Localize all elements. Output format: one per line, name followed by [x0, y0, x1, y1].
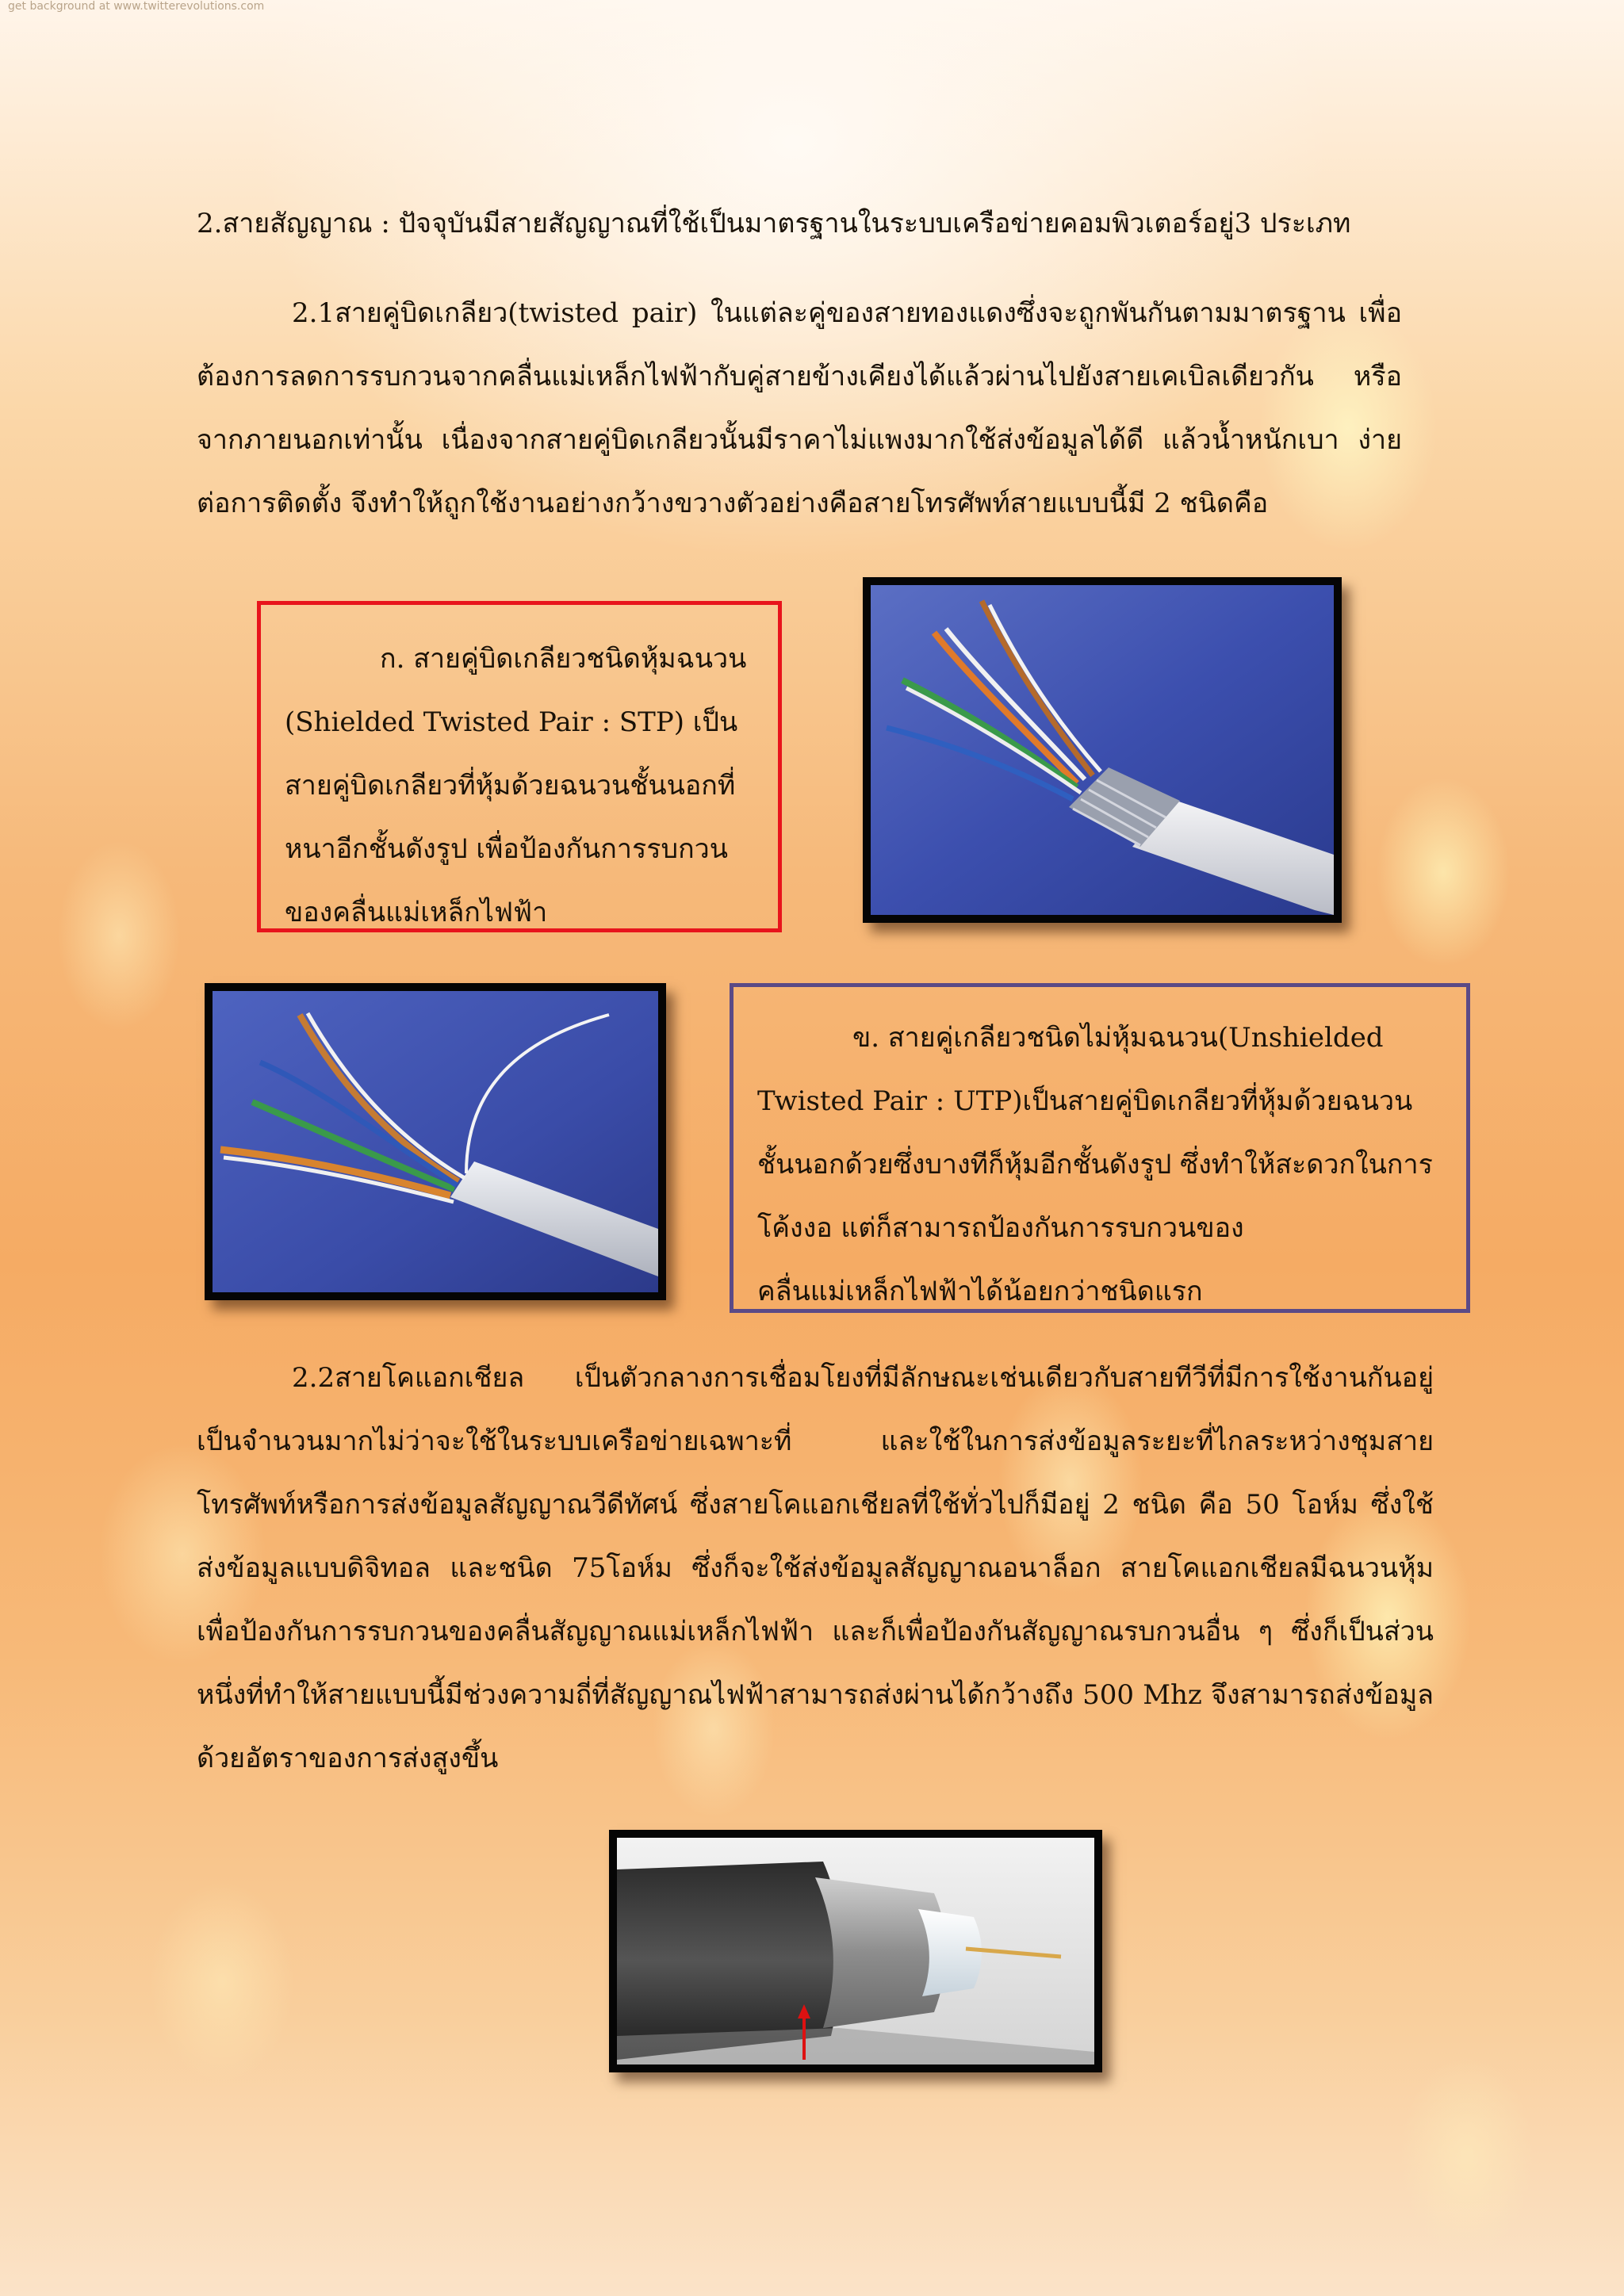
stp-cable-image: [871, 585, 1334, 915]
coaxial-cable-image: [617, 1838, 1094, 2064]
stp-cable-photo: [863, 577, 1342, 923]
coaxial-paragraph: 2.2สายโคแอกเชียล เป็นตัวกลางการเชื่อมโยงที่มีลักษณะเช่นเดียวกับสายทีวีที่มีการใช้งานกันอยู่เป็นจำนวนมากไม่ว่าจะใช้ในระบบเครือข่ายเฉพาะที่ และใช้ในการส่งข้อมูลระยะที่ไกลระหว่างชุมสายโทรศัพท์หรือการส่งข้อมูลสัญญาณวีดีทัศน์ ซึ่งสายโคแอกเชียลที่ใช้ทั่วไปก็มีอยู่ 2 ชนิด คือ 50 โอห์ม ซึ่งใช้ส่งข้อมูลแบบดิจิทอล และชนิด 75โอห์ม ซึ่งก็จะใช้ส่งข้อมูลสัญญาณอนาล็อก สายโคแอกเชียลมีฉนวนหุ้มเพื่อป้องกันการรบกวนของคลื่นสัญญาณแม่เหล็กไฟฟ้า และก็เพื่อป้องกันสัญญาณรบกวนอื่น ๆ ซึ่งก็เป็นส่วนหนึ่งที่ทำให้สายแบบนี้มีช่วงความถี่ที่สัญญาณไฟฟ้าสามารถส่งผ่านได้กว้างถึง 500 Mhz จึงสามารถส่งข้อมูลด้วยอัตราของการส่งสูงขึ้น: [197, 1362, 1434, 1774]
utp-cable-photo: [205, 983, 666, 1300]
utp-caption-text: ข. สายคู่เกลียวชนิดไม่หุ้มฉนวน(Unshielded Twisted Pair : UTP)เป็นสายคู่บิดเกลียวที่หุ้มด้วยฉนวนชั้นนอกด้วยซึ่งบางทีก็หุ้มอีกชั้นดังรูป ซึ่งทำให้สะดวกในการโค้งงอ แต่ก็สามารถป้องกันการรบกวนของคลื่นแม่เหล็กไฟฟ้าได้น้อยกว่าชนิดแรก: [757, 1022, 1433, 1307]
stp-caption-box: [257, 601, 782, 932]
stp-caption-text: ก. สายคู่บิดเกลียวชนิดหุ้มฉนวน (Shielded Twisted Pair : STP) เป็นสายคู่บิดเกลียวที่หุ้มด้วยฉนวนชั้นนอกที่หนาอีกชั้นดังรูป เพื่อป้องกันการรบกวนของคลื่นแม่เหล็กไฟฟ้า: [285, 643, 747, 928]
twisted-pair-paragraph: 2.1สายคู่บิดเกลียว(twisted pair) ในแต่ละคู่ของสายทองแดงซึ่งจะถูกพันกันตามมาตรฐาน เพื่อต้องการลดการรบกวนจากคลื่นแม่เหล็กไฟฟ้ากับคู่สายข้างเคียงได้แล้วผ่านไปยังสายเคเบิลเดียวกัน หรือจากภายนอกเท่านั้น เนื่องจากสายคู่บิดเกลียวนั้นมีราคาไม่แพงมากใช้ส่งข้อมูลได้ดี แล้วน้ำหนักเบา ง่ายต่อการติดตั้ง จึงทำให้ถูกใช้งานอย่างกว้างขวางตัวอย่างคือสายโทรศัพท์สายแบบนี้มี 2 ชนิดคือ: [197, 297, 1402, 519]
watermark: get background at www.twitterevolutions.com: [8, 0, 265, 13]
coaxial-cable-photo: [609, 1830, 1102, 2072]
utp-caption-box: [730, 983, 1470, 1313]
heading-cable-types: 2.สายสัญญาณ : ปัจจุบันมีสายสัญญาณที่ใช้เป็นมาตรฐานในระบบเครือข่ายคอมพิวเตอร์อยู่3 ประเภท: [197, 208, 1351, 239]
utp-cable-image: [213, 991, 658, 1292]
